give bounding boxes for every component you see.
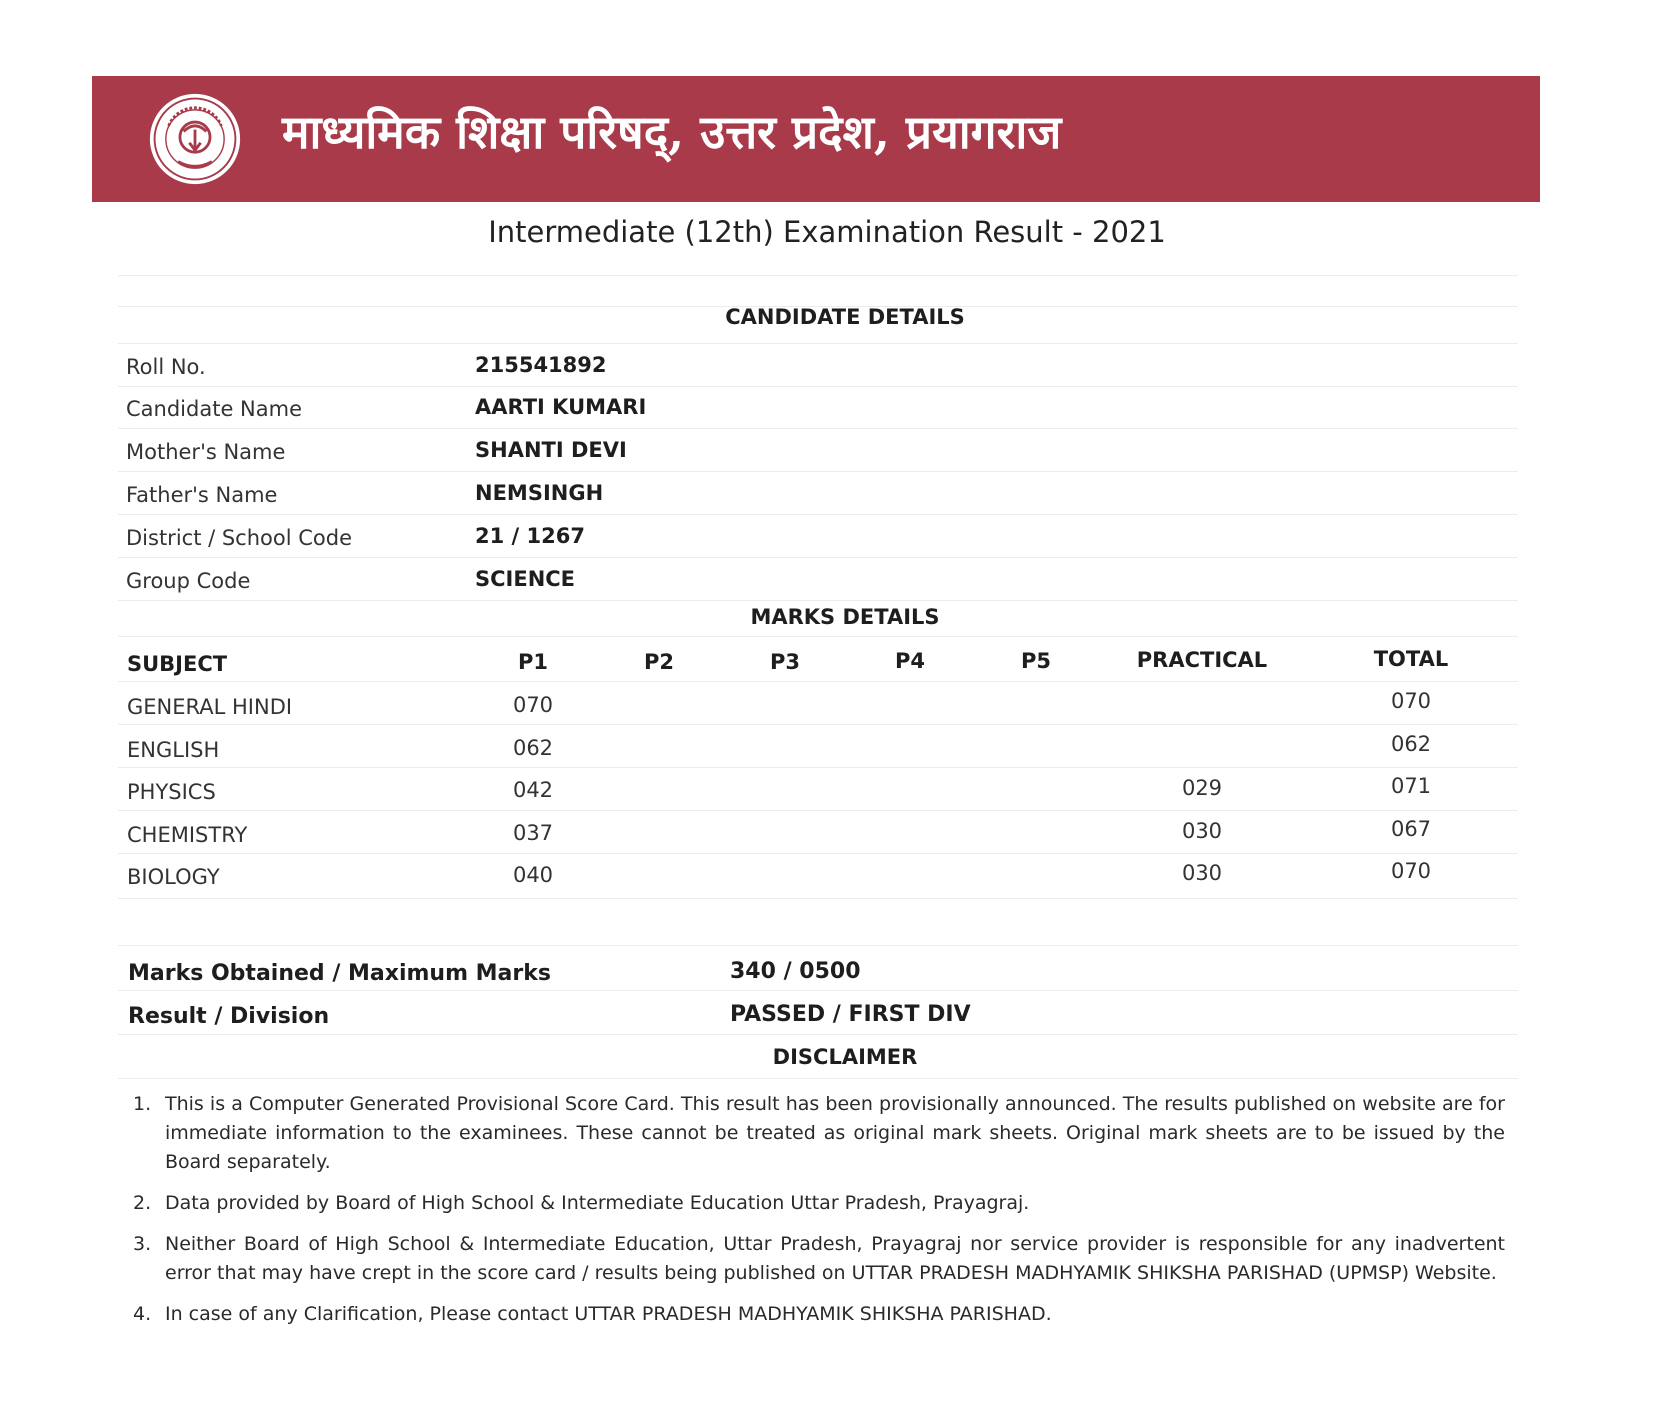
disclaimer-heading: DISCLAIMER [772,1045,918,1069]
divider [118,275,1518,276]
district-school-code-value: 21 / 1267 [475,524,585,548]
list-item-number: 2. [133,1192,152,1214]
column-header-total: TOTAL [1373,647,1449,671]
marks-obtained-label: Marks Obtained / Maximum Marks [128,961,551,986]
total-cell: 070 [1390,859,1432,883]
candidate-name-label: Candidate Name [126,397,302,421]
column-header-p3: P3 [769,650,800,674]
subject-cell: GENERAL HINDI [127,695,293,719]
subject-cell: CHEMISTRY [127,823,248,847]
subject-cell: BIOLOGY [127,865,220,889]
divider [118,853,1518,854]
roll-no-value: 215541892 [475,353,607,377]
divider [118,600,1518,601]
list-item-text: Data provided by Board of High School & Intermediate Education Uttar Pradesh, Prayagraj. [165,1192,1030,1214]
list-item [133,1230,1505,1288]
divider [118,898,1518,899]
divider [118,810,1518,811]
exam-title: Intermediate (12th) Examination Result - 2021 [488,215,1166,249]
total-cell: 070 [1390,689,1432,713]
total-cell: 071 [1390,774,1432,798]
column-header-p4: P4 [894,649,925,673]
p1-cell: 037 [512,821,554,845]
candidate-name-value: AARTI KUMARI [475,395,647,419]
header-banner [92,76,1540,202]
practical-cell: 029 [1181,776,1223,800]
p1-cell: 070 [512,693,554,717]
result-division-label: Result / Division [128,1004,330,1029]
column-header-p5: P5 [1020,649,1051,673]
column-header-p2: P2 [643,650,674,674]
divider [118,636,1518,637]
divider [118,990,1518,991]
divider [118,471,1518,472]
mother-name-label: Mother's Name [126,440,286,464]
marks-details-heading: MARKS DETAILS [750,605,940,629]
divider [118,514,1518,515]
column-header-subject: SUBJECT [127,652,228,676]
list-item-number: 1. [133,1093,152,1115]
list-item-number: 4. [133,1303,152,1325]
list-item [133,1300,1505,1329]
column-header-practical: PRACTICAL [1136,648,1268,672]
divider [118,724,1518,725]
divider [118,681,1518,682]
practical-cell: 030 [1181,819,1223,843]
list-item-text: In case of any Clarification, Please contact UTTAR PRADESH MADHYAMIK SHIKSHA PARISHAD. [165,1303,1052,1325]
practical-cell: 030 [1181,861,1223,885]
divider [118,386,1518,387]
result-division-value: PASSED / FIRST DIV [730,1002,971,1027]
p1-cell: 042 [512,778,554,802]
p1-cell: 040 [512,863,554,887]
mother-name-value: SHANTI DEVI [475,438,627,462]
total-cell: 067 [1390,817,1432,841]
divider [118,1078,1518,1079]
group-code-value: SCIENCE [475,567,576,591]
marks-obtained-value: 340 / 0500 [730,959,861,984]
divider [118,767,1518,768]
p1-cell: 062 [512,736,554,760]
district-school-code-label: District / School Code [126,526,353,550]
subject-cell: ENGLISH [127,738,220,762]
father-name-label: Father's Name [126,483,278,507]
divider [118,343,1518,344]
list-item [133,1189,1505,1218]
subject-cell: PHYSICS [127,780,216,804]
list-item-text: This is a Computer Generated Provisional Score Card. This result has been provisionally announced. The results published on website are for immediate information to the examinees. These cannot be treated as original mark sheets. Original mark sheets are to be issued by the Board separately. [165,1093,1505,1173]
group-code-label: Group Code [126,569,251,593]
board-title: माध्यमिक शिक्षा परिषद्, उत्तर प्रदेश, प्रयागराज [282,105,1062,159]
father-name-value: NEMSINGH [475,481,604,505]
list-item [133,1090,1505,1177]
list-item-text: Neither Board of High School & Intermediate Education, Uttar Pradesh, Prayagraj nor service provider is responsible for any inadvertent error that may have crept in the score card / results being published on UTTAR PRADESH MADHYAMIK SHIKSHA PARISHAD (UPMSP) Website. [165,1233,1505,1284]
roll-no-label: Roll No. [126,355,206,379]
list-item-number: 3. [133,1233,152,1255]
divider [118,945,1518,946]
candidate-details-heading: CANDIDATE DETAILS [725,305,965,329]
divider [118,1034,1518,1035]
column-header-p1: P1 [517,650,548,674]
divider [118,557,1518,558]
total-cell: 062 [1390,732,1432,756]
board-emblem-icon [148,92,242,186]
disclaimer-list [133,1090,1505,1329]
divider [118,428,1518,429]
